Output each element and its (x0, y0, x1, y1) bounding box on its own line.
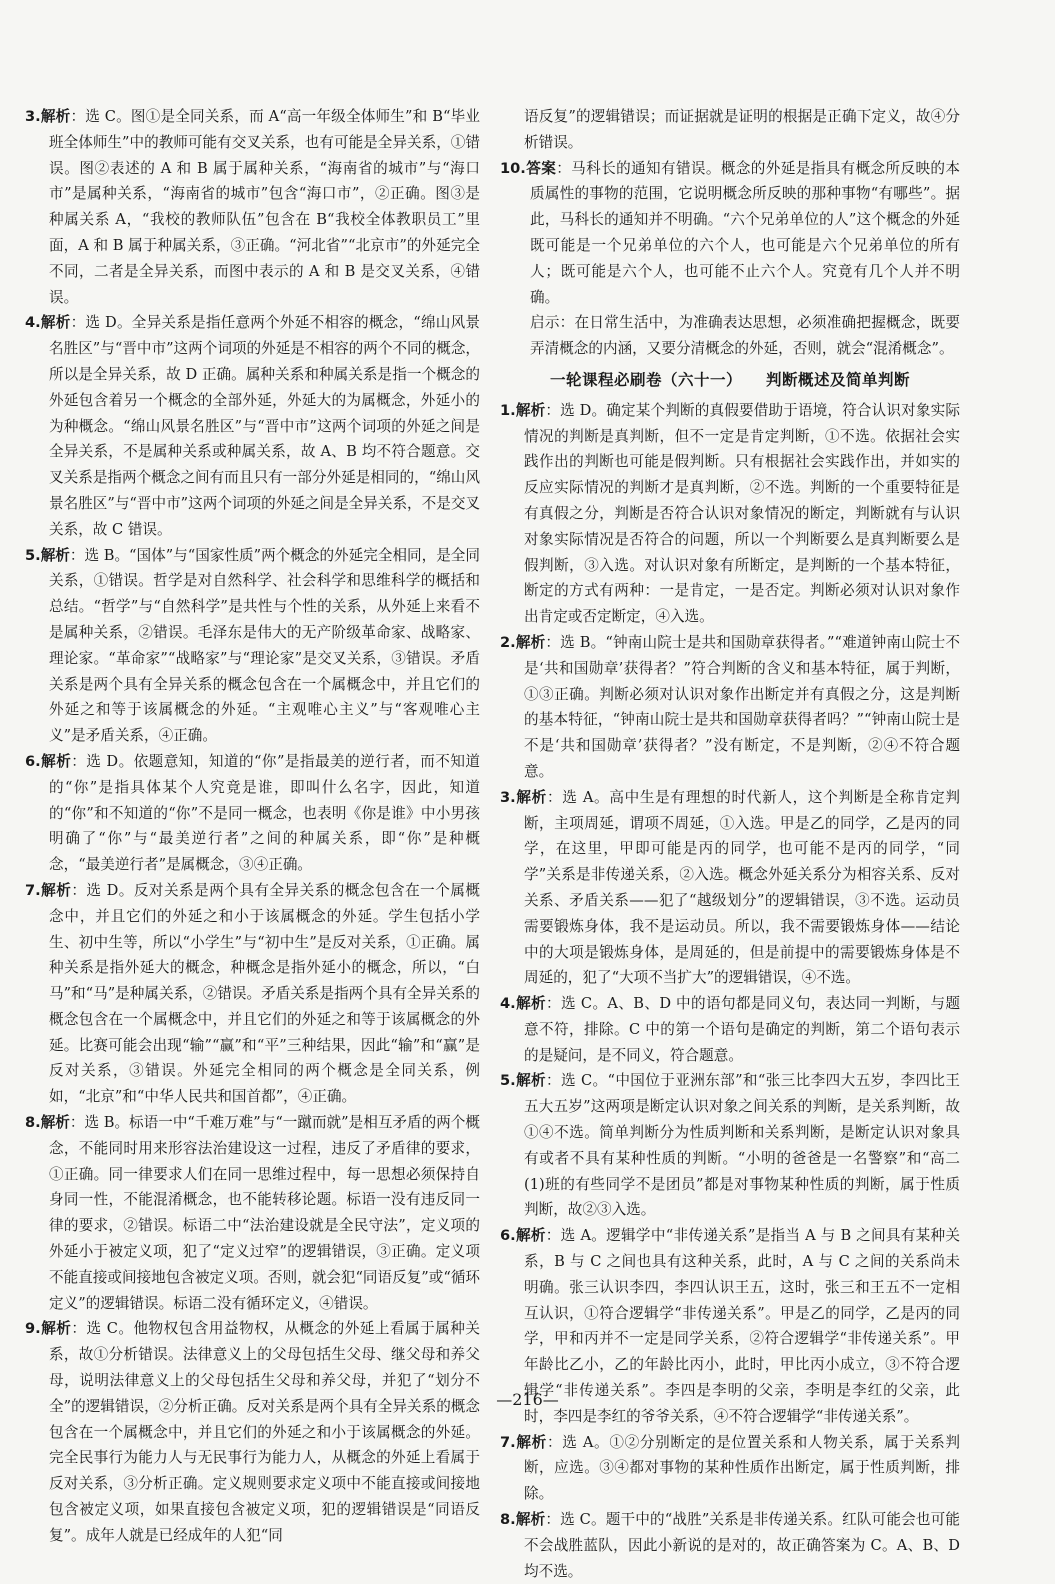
item-number: 7. (25, 881, 41, 899)
item-text: ：选 C。题干中的“战胜”关系是非传递关系。红队可能会也可能不会战胜蓝队，因此小新说的是对的，故正确答案为 C。A、B、D 均不选。 (524, 1511, 960, 1580)
answer-item-8 (25, 1110, 480, 1316)
item-text: ：选 D。确定某个判断的真假要借助于语境，符合认识对象实际情况的判断是真判断，但不一定是肯定判断，①不选。依据社会实践作出的判断也可能是假判断。只有根据社会实践作出，并如实的反应实际情况的判断才是真判断，②不选。判断的一个重要特征是有真假之分，判断是否符合认识对象情况的断定，判断就有与认识对象实际情况是否符合的问题，所以一个判断要么是真判断要么是假判断，③入选。对认识对象有所断定，是判断的一个基本特征，断定的方式有两种：一是肯定，一是否定。判断必须对认识对象作出肯定或否定断定，④入选。 (524, 401, 960, 626)
item-number: 6. (500, 1227, 516, 1245)
item-text: ：选 A。高中生是有理想的时代新人，这个判断是全称肯定判断，主项周延，谓项不周延，①入选。甲是乙的同学，乙是丙的同学，在这里，甲即可能是丙的同学，也可能不是丙的同学，“同学”关系是非传递关系，②入选。概念外延关系分为相容关系、反对关系、矛盾关系——犯了“越级划分”的逻辑错误，③不选。运动员需要锻炼身体，我不是运动员。所以，我不需要锻炼身体——结论中的大项是锻炼身体，是周延的，但是前提中的需要锻炼身体是不周延的，犯了“大项不当扩大”的逻辑错误，④不选。 (524, 788, 960, 987)
answer-item-3b (500, 785, 960, 991)
right-column (500, 104, 960, 1584)
item-text: ：选 A。逻辑学中“非传递关系”是指当 A 与 B 之间具有某种关系，B 与 C 之间也具有这种关系，此时，A 与 C 之间的关系尚未明确。张三认识李四，李四认识王五，这时，张三和王五不一定相互认识，①符合逻辑学“非传递关系”。甲是乙的同学，乙是丙的同学，甲和丙并不一定是同学关系，②符合逻辑学“非传递关系”。甲年龄比乙小，乙的年龄比丙小，此时，甲比丙小成立，③不符合逻辑学“非传递关系”。李四是李明的父亲，李明是李红的父亲，此时，李四是李红的爷爷关系，④不符合逻辑学“非传递关系”。 (524, 1227, 960, 1425)
item-number: 3. (25, 108, 41, 125)
item-number: 3. (500, 788, 516, 806)
item-text: ：选 C。他物权包含用益物权，从概念的外延上看属于属种关系，故①分析错误。法律意义上的父母包括生父母、继父母和养父母，说明法律意义上的父母包括生父母和养父母，并犯了“划分不全”的逻辑错误，②分析正确。反对关系是两个具有全异关系的概念包含在一个属概念中，并且它们的外延之和小于该属概念的外延。完全民事行为能力人与无民事行为能力人，从概念的外延上看属于反对关系，③分析正确。定义规则要求定义项中不能直接或间接地包含被定义项，如果直接包含被定义项，犯的逻辑错误是“同语反复”。成年人就是已经成年的人犯“同 (49, 1320, 480, 1544)
answer-item-4 (25, 310, 480, 542)
section-title-right: 判断概述及简单判断 (766, 370, 911, 389)
item-number: 1. (500, 401, 516, 419)
item-tag: 解析 (515, 633, 546, 651)
item-text: ：选 C。“中国位于亚洲东部”和“张三比李四大五岁，李四比王五大五岁”这两项是断定认识对象之间关系的判断，是关系判断，故①④不选。简单判断分为性质判断和关系判断，是断定认识对象具有或者不具有某种性质的判断。“小明的爸爸是一名警察”和“高二(1)班的有些同学不是团员”都是对事物某种性质的判断，属于性质判断，故②③入选。 (524, 1072, 960, 1219)
answer-item-5 (25, 543, 480, 749)
item-text: ：马科长的通知有错误。概念的外延是指具有概念所反映的本质属性的事物的范围，它说明概念所反映的那种事物“有哪些”。据此，马科长的通知并不明确。“六个兄弟单位的人”这个概念的外延既可能是一个兄弟单位的六个人，也可能是六个兄弟单位的所有人；既可能是六个人，也可能不止六个人。究竟有几个人并不明确。 (530, 159, 960, 306)
item-tag: 解析 (515, 1072, 547, 1090)
item-text: ：选 B。“国体”与“国家性质”两个概念的外延完全相同，是全同关系，①错误。哲学是对自然科学、社会科学和思维科学的概括和总结。“哲学”与“自然科学”是共性与个性的关系，从外延上来看不是属种关系，②错误。毛泽东是伟大的无产阶级革命家、战略家、理论家。“革命家”“战略家”与“理论家”是交叉关系，③错误。矛盾关系是两个具有全异关系的概念包含在一个属概念中，并且它们的外延之和等于该属概念的外延。“主观唯心主义”与“客观唯心主义”是矛盾关系，④正确。 (49, 546, 480, 745)
item-tag: 解析 (40, 546, 70, 564)
answer-item-9-continuation: 语反复”的逻辑错误；而证据就是证明的根据是正确下定义，故④分析错误。 (524, 108, 960, 151)
section-title-left: 一轮课程必刷卷（六十一） (549, 370, 742, 389)
item-number: 9. (25, 1320, 41, 1338)
item-tag: 解析 (515, 401, 546, 419)
page-number: —216— (496, 1390, 559, 1409)
item-tag: 解析 (40, 752, 72, 770)
item-text: ：选 C。A、B、D 中的语句都是同义句，表达同一判断，与题意不符，排除。C 中的第一个语句是确定的判断，第二个语句表示的是疑问，是不同义，符合题意。 (524, 995, 960, 1064)
item-text: ：选 B。“钟南山院士是共和国勋章获得者。”“难道钟南山院士不是‘共和国勋章’获得者？”符合判断的含义和基本特征，属于判断，①③正确。判断必须对认识对象作出断定并有真假之分，这是判断的基本特征，“钟南山院士是共和国勋章获得者吗？”“钟南山院士是不是‘共和国勋章’获得者？”没有断定，不是判断，②④不符合题意。 (524, 633, 960, 780)
item-text: ：选 C。图①是全同关系，而 A“高一年级全体师生”和 B“毕业班全体师生”中的教师可能有交叉关系，也有可能是全异关系，①错误。图②表述的 A 和 B 属于属种关系，“海南省的城市”与“海口市”是属种关系，“海南省的城市”包含“海口市”，②正确。图③是种属关系 A，“我校的教师队伍”包含在 B“我校全体教职员工”里面，A 和 B 属于种属关系，③正确。“河北省”“北京市”的外延完全不同，二者是全异关系，而图中表示的 A 和 B 是交叉关系，④错误。 (49, 108, 480, 306)
answer-item-4b (500, 991, 960, 1068)
item-number: 5. (500, 1072, 516, 1090)
item-number: 2. (500, 633, 516, 651)
item-text: ：选 B。标语一中“千难万难”与“一蹴而就”是相互矛盾的两个概念，不能同时用来形容法治建设这一过程，违反了矛盾律的要求，①正确。同一律要求人们在同一思维过程中，每一思想必须保持自身同一性，不能混淆概念，也不能转移论题。标语一没有违反同一律的要求，②错误。标语二中“法治建设就是全民守法”，定义项的外延小于被定义项，犯了“定义过窄”的逻辑错误，③正确。定义项不能直接或间接地包含被定义项。否则，就会犯“同语反复”或“循环定义”的逻辑错误。标语二没有循环定义，④错误。 (49, 1114, 481, 1312)
section-title (500, 368, 960, 394)
item-tag: 解析 (515, 788, 547, 806)
item-text: ：选 A。①②分别断定的是位置关系和人物关系，属于关系判断，应选。③④都对事物的某种性质作出断定，属于性质判断，排除。 (524, 1433, 960, 1503)
item-number: 5. (25, 546, 41, 564)
item-tag: 解析 (40, 108, 71, 125)
answer-item-5b (500, 1068, 960, 1223)
item-number: 10. (500, 159, 526, 177)
left-column (25, 104, 480, 1549)
item-number: 8. (25, 1114, 41, 1132)
answer-item-2 (500, 630, 960, 785)
item-number: 4. (25, 314, 41, 332)
answer-item-3 (25, 104, 480, 310)
item-number: 4. (500, 995, 516, 1013)
item-text: ：选 D。反对关系是两个具有全异关系的概念包含在一个属概念中，并且它们的外延之和小于该属概念的外延。学生包括小学生、初中生等，所以“小学生”与“初中生”是反对关系，①正确。属种关系是指外延大的概念，种概念是指外延小的概念，所以，“白马”和“马”是种属关系，②错误。矛盾关系是指两个具有全异关系的概念包含在一个属概念中，并且它们的外延之和等于该属概念的外延。比赛可能会出现“输”“赢”和“平”三种结果，因此“输”和“赢”是反对关系，③错误。外延完全相同的两个概念是全同关系，例如，“北京”和“中华人民共和国首都”，④正确。 (49, 881, 481, 1106)
item-tag: 解析 (40, 881, 72, 899)
item-tag: 解析 (40, 1320, 72, 1338)
answer-item-6 (25, 749, 480, 878)
item-tag: 解析 (40, 1114, 70, 1132)
item-tag: 解析 (515, 1433, 547, 1451)
item-text: ：选 D。全异关系是指任意两个外延不相容的概念，“绵山风景名胜区”与“晋中市”这两个词项的外延是不相容的两个不同的概念，所以是全异关系，故 D 正确。属种关系和种属关系是指一个概念的外延包含着另一个概念的全部外延，外延大的为属概念，外延小的为种概念。“绵山风景名胜区”与“晋中市”这两个词项的外延之间是全异关系，不是属种关系或种属关系，故 A、B 均不符合题意。交叉关系是指两个概念之间有而且只有一部分外延是相同的，“绵山风景名胜区”与“晋中市”这两个词项的外延之间是全异关系，不是交叉关系，故 C 错误。 (49, 314, 481, 538)
item-tag: 解析 (515, 1511, 546, 1529)
answer-item-9 (25, 1316, 480, 1548)
answer-item-1 (500, 398, 960, 630)
item-text: ：选 D。依题意知，知道的“你”是指最美的逆行者，而不知道的“你”是指具体某个人究竟是谁，即叫什么名字，因此，知道的“你”和不知道的“你”不是同一概念，也表明《你是谁》中小男孩明确了“你”与“最美逆行者”之间的种属关系，即“你”是种概念，“最美逆行者”是属概念，③④正确。 (49, 752, 480, 874)
item-number: 6. (25, 752, 41, 770)
item-number: 8. (500, 1511, 516, 1529)
item-number: 7. (500, 1433, 516, 1451)
item-tag: 解析 (515, 995, 546, 1013)
answer-item-7b (500, 1430, 960, 1507)
answer-item-8b (500, 1507, 960, 1584)
item-tag: 解析 (515, 1227, 546, 1245)
answer-item-10-hint: 启示：在日常生活中，为准确表达思想，必须准确把握概念，既要弄清概念的内涵，又要分清概念的外延，否则，就会“混淆概念”。 (530, 314, 960, 358)
item-tag: 答案 (525, 159, 557, 177)
answer-item-10 (500, 156, 960, 311)
answer-item-7 (25, 878, 480, 1110)
item-tag: 解析 (40, 314, 71, 332)
